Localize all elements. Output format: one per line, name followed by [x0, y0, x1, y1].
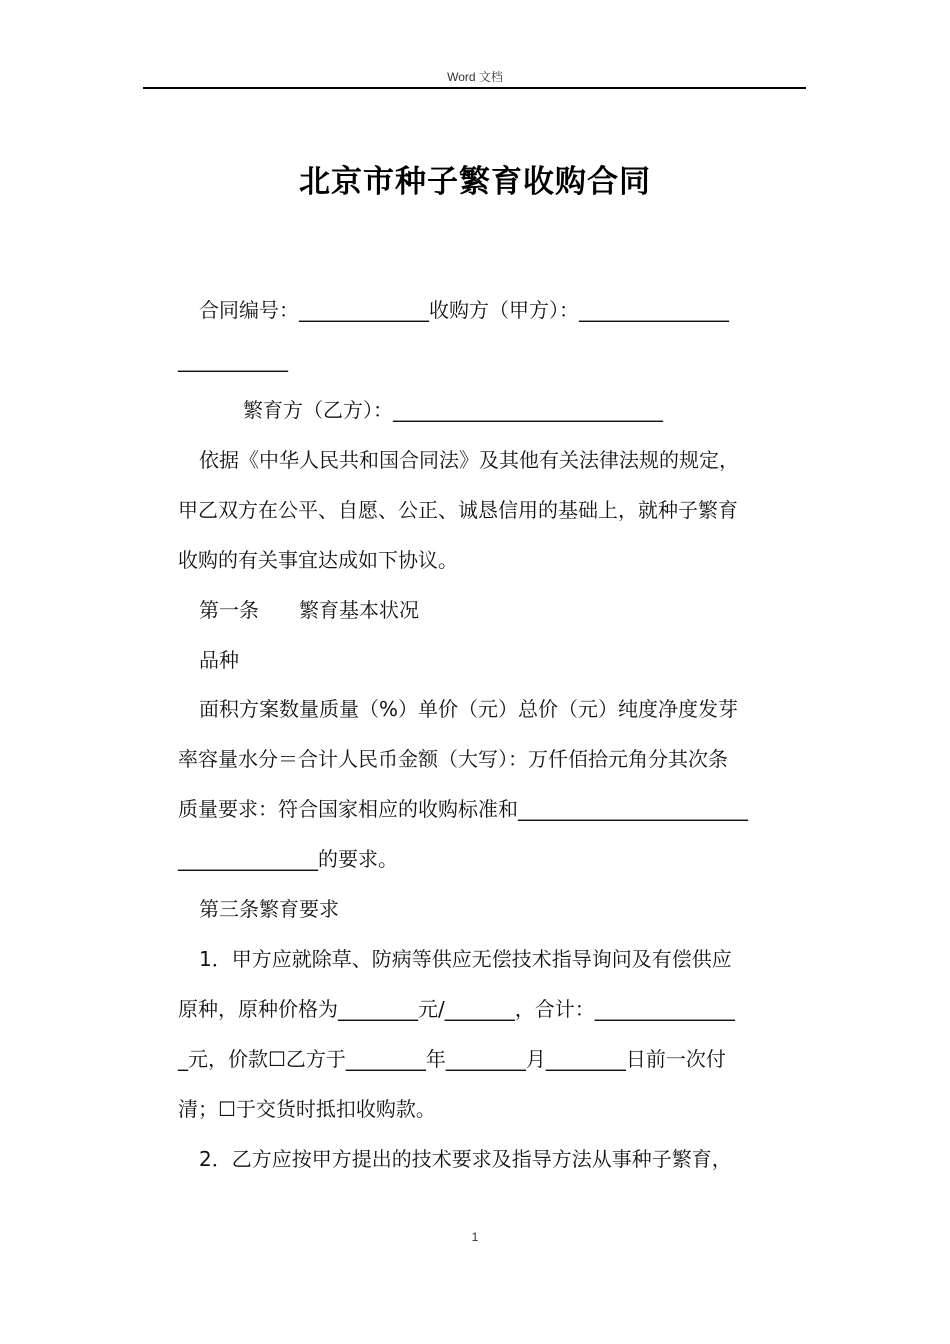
buyer-blank-continuation: ___________ — [178, 348, 288, 372]
paragraph-line: 原种，原种价格为________元/_______，合计：______________ — [178, 997, 735, 1021]
document-title: 北京市种子繁育收购合同 — [299, 164, 651, 200]
paragraph-line: 甲乙双方在公平、自愿、公正、诚恳信用的基础上，就种子繁育 — [178, 498, 738, 522]
article-heading: 第一条 繁育基本状况 — [199, 598, 419, 622]
page-number: 1 — [471, 1230, 479, 1244]
paragraph-line: ______________的要求。 — [178, 847, 398, 871]
paragraph-line: 面积方案数量质量（%）单价（元）总价（元）纯度净度发芽 — [199, 697, 739, 721]
paragraph-line: 品种 — [199, 648, 239, 672]
header-divider — [143, 87, 806, 89]
contract-number-line: 合同编号：_____________收购方（甲方）：_______________ — [199, 298, 729, 322]
paragraph-line: 2．乙方应按甲方提出的技术要求及指导方法从事种子繁育， — [199, 1147, 732, 1171]
paragraph-line: 清；☐于交货时抵扣收购款。 — [178, 1097, 436, 1121]
paragraph-line: 质量要求：符合国家相应的收购标准和_______________________ — [178, 797, 748, 821]
breeder-line: 繁育方（乙方）：___________________________ — [243, 398, 663, 422]
paragraph-line: 1．甲方应就除草、防病等供应无偿技术指导询问及有偿供应 — [199, 947, 732, 971]
article-heading: 第三条繁育要求 — [199, 897, 339, 921]
page-header-label: Word 文档 — [447, 70, 503, 84]
paragraph-line: 率容量水分＝合计人民币金额（大写）：万仟佰拾元角分其次条 — [178, 747, 728, 771]
paragraph-line: 依据《中华人民共和国合同法》及其他有关法律法规的规定， — [199, 448, 739, 472]
paragraph-line: _元，价款☐乙方于________年________月________日前一次付 — [178, 1047, 726, 1071]
paragraph-line: 收购的有关事宜达成如下协议。 — [178, 548, 458, 572]
